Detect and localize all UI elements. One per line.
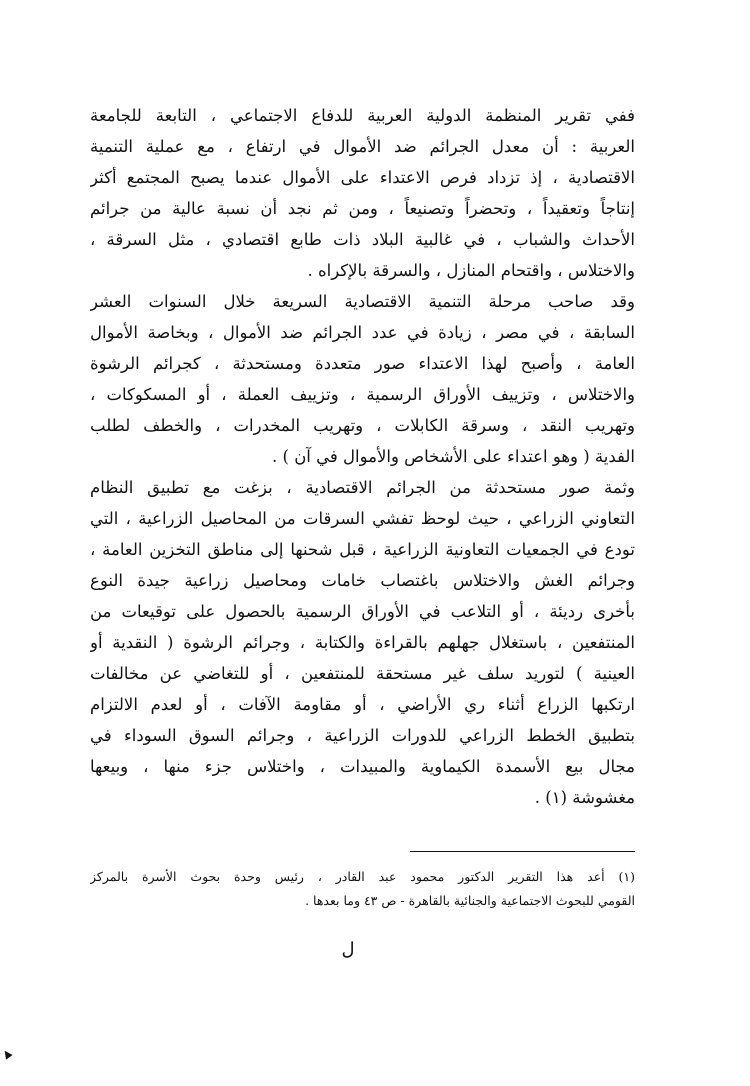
body-line: ارتكبها الزراع أثناء ري الأراضي ، أو مقاومة الآفات ، أو لعدم الالتزام: [90, 695, 635, 714]
body-line: مجال بيع الأسمدة الكيماوية والمبيدات ، واختلاس جزء منها ، وبيعها: [90, 757, 635, 776]
body-line: وقد صاحب مرحلة التنمية الاقتصادية السريعة خلال السنوات العشر: [90, 292, 635, 311]
body-line: تودع في الجمعيات التعاونية الزراعية ، قبل شحنها إلى مناطق التخزين العامة ،: [90, 540, 635, 559]
body-line: السابقة ، في مصر ، زيادة في عدد الجرائم ضد الأموال ، وبخاصة الأموال: [90, 323, 635, 342]
body-line: التعاوني الزراعي ، حيث لوحظ تفشي السرقات من المحاصيل الزراعية ، التي: [90, 509, 635, 528]
scan-corner-mark: [1, 1048, 12, 1059]
footnote-line: (١) أعد هذا التقرير الدكتور محمود عبد القادر ، رئيس وحدة بحوث الأسرة بالمركز: [90, 869, 635, 884]
body-text: [90, 100, 635, 813]
body-line: بتطبيق الخطط الزراعي للدورات الزراعية ، وجرائم السوق السوداء في: [90, 726, 635, 745]
body-line: بأخرى رديئة ، أو التلاعب في الأوراق الرسمية بالحصول على توقيعات من: [90, 602, 635, 621]
body-line: العينية ) لتوريد سلف غير مستحقة للمنتفعين ، أو للتغاضي عن مخالفات: [90, 664, 635, 683]
body-line: مغشوشة (١) .: [534, 788, 635, 807]
body-line: والاختلاس ، واقتحام المنازل ، والسرقة بالإكراه .: [307, 261, 635, 280]
body-line: وتهريب النقد ، وسرقة الكابلات ، وتهريب المخدرات ، والخطف لطلب: [90, 416, 635, 435]
body-line: ففي تقرير المنظمة الدولية العربية للدفاع الاجتماعي ، التابعة للجامعة: [90, 106, 635, 125]
body-line: الاقتصادية ، إذ تزداد فرص الاعتداء على الأموال عندما يصبح المجتمع أكثر: [90, 168, 635, 187]
body-line: وثمة صور مستحدثة من الجرائم الاقتصادية ، بزغت مع تطبيق النظام: [90, 478, 635, 497]
footnote-separator: [410, 851, 635, 852]
footnotes: [90, 865, 635, 913]
body-line: إنتاجاً وتعقيداً ، وتحضراً وتصنيعاً ، ومن ثم نجد أن نسبة عالية من جرائم: [90, 199, 635, 218]
footnote-line: القومي للبحوث الاجتماعية والجنائية بالقاهرة - ص ٤٣ وما بعدها .: [305, 893, 635, 908]
body-line: الأحداث والشباب ، في غالبية البلاد ذات طابع اقتصادي ، مثل السرقة ،: [90, 230, 635, 249]
body-line: العربية : أن معدل الجرائم ضد الأموال في ارتفاع ، مع عملية التنمية: [90, 137, 635, 156]
body-line: والاختلاس ، وتزييف الأوراق الرسمية ، وتزييف العملة ، أو المسكوكات ،: [90, 385, 635, 404]
body-line: العامة ، وأصبح لهذا الاعتداء صور متعددة ومستحدثة ، كجرائم الرشوة: [90, 354, 635, 373]
page-number: ل: [341, 939, 355, 960]
body-line: الفدية ( وهو اعتداء على الأشخاص والأموال في آن ) .: [272, 447, 635, 466]
body-line: المنتفعين ، باستغلال جهلهم بالقراءة والكتابة ، وجرائم الرشوة ( النقدية أو: [90, 633, 635, 652]
body-line: وجرائم الغش والاختلاس باغتصاب خامات ومحاصيل زراعية جيدة النوع: [90, 571, 635, 590]
